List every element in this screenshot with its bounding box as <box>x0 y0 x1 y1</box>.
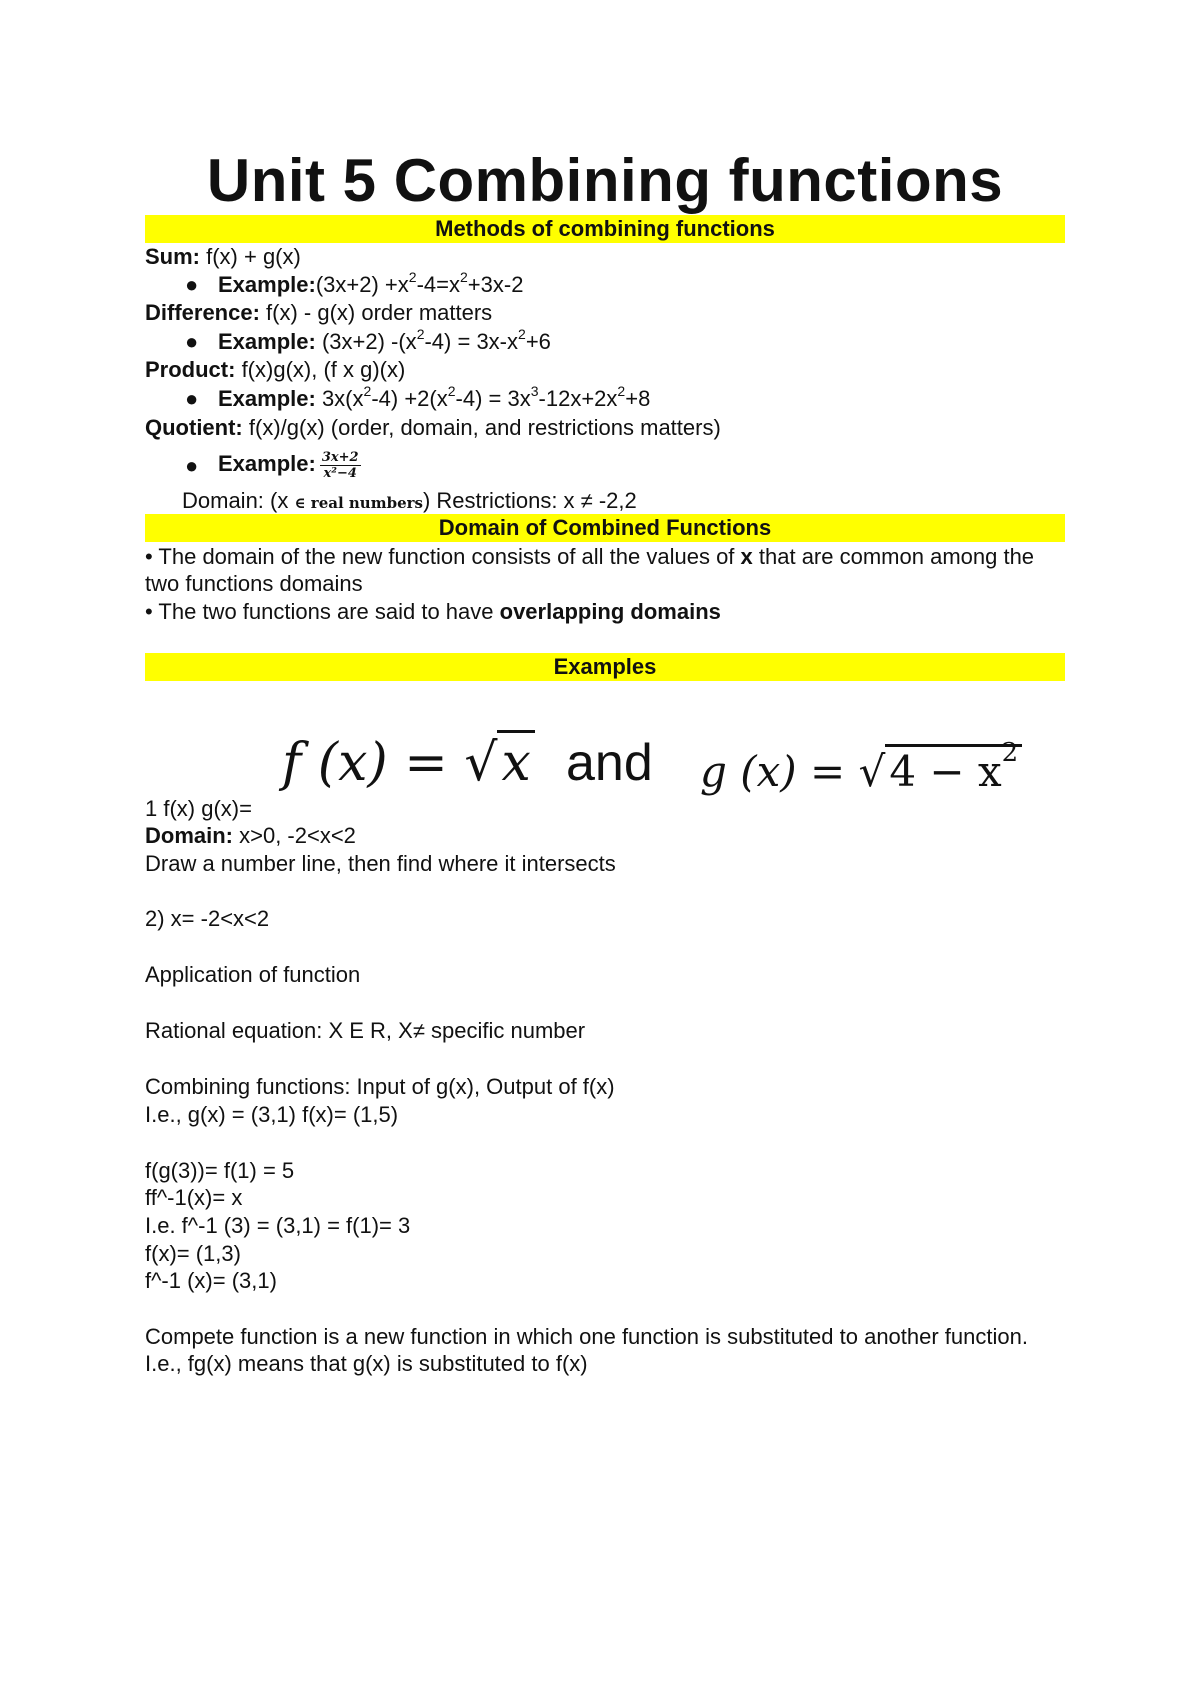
paragraph-emphasis: x <box>740 544 753 569</box>
formula-and: and <box>566 734 653 792</box>
sum-example-part: -4=x <box>416 272 460 297</box>
section-heading-examples: Examples <box>145 653 1065 681</box>
domain-prefix: Domain: (x <box>182 488 295 513</box>
exponent: 2 <box>518 325 526 342</box>
finv-line: f^-1 (x)= (3,1) <box>145 1268 277 1293</box>
fg3-line: f(g(3))= f(1) = 5 <box>145 1158 295 1183</box>
fx-line: f(x)= (1,3) <box>145 1241 241 1266</box>
paragraph-text: that are common among the two functions domains <box>145 544 1035 596</box>
combining-note: Combining functions: Input of g(x), Output of f(x) <box>145 1074 615 1099</box>
sqrt-icon: √ <box>858 747 886 796</box>
exponent: 2 <box>1001 738 1019 768</box>
formula-g <box>700 738 1022 802</box>
number-line-note: Draw a number line, then find where it intersects <box>145 851 616 876</box>
ie-line-1: I.e., g(x) = (3,1) f(x)= (1,5) <box>145 1102 399 1127</box>
sum-label: Sum: <box>145 244 200 269</box>
formula-g-radicand-text: 4 − x <box>889 747 1002 796</box>
bullet-icon: ● <box>185 329 199 354</box>
diff-example-part: +6 <box>525 329 551 354</box>
domain-paragraph-2 <box>145 598 1065 625</box>
sqrt-icon: √ <box>464 733 498 793</box>
bullet-icon: ● <box>185 272 199 297</box>
difference-line <box>145 299 492 327</box>
exponent: 2 <box>459 268 468 285</box>
ie-line-2: I.e. f^-1 (3) = (3,1) = f(1)= 3 <box>145 1213 411 1238</box>
domain-paragraph-1 <box>145 543 1065 597</box>
product-example-part: +8 <box>625 386 651 411</box>
difference-example <box>218 325 551 356</box>
quotient-fraction <box>320 450 361 481</box>
bullet-icon: ● <box>185 386 199 411</box>
example-1-domain <box>145 822 356 850</box>
quotient-example <box>218 442 361 486</box>
product-label: Product: <box>145 357 236 382</box>
sum-example <box>218 268 524 299</box>
diff-example-part: (3x+2) -(x <box>315 329 417 354</box>
example-1: 1 f(x) g(x)= <box>145 796 252 821</box>
example-2: 2) x= -2<x<2 <box>145 906 270 931</box>
sum-example-part: +3x-2 <box>467 272 524 297</box>
exponent: 2 <box>447 382 456 399</box>
quotient-domain <box>182 487 637 517</box>
ffinv-line: ff^-1(x)= x <box>145 1185 243 1210</box>
quotient-label: Quotient: <box>145 415 243 440</box>
example-label: Example: <box>218 386 316 411</box>
sum-example-part: (3x+2) +x <box>315 272 409 297</box>
formula-f-lhs: f (x) = <box>282 733 465 793</box>
example-label: Example: <box>218 272 316 297</box>
bullet-icon: ● <box>185 453 199 478</box>
product-text: f(x)g(x), (f x g)(x) <box>235 357 406 382</box>
formula-g-radicand <box>885 738 1022 796</box>
formula-f-radicand: x <box>497 730 534 793</box>
quotient-text: f(x)/g(x) (order, domain, and restrictions matters) <box>242 415 721 440</box>
sum-line <box>145 243 301 271</box>
exponent: 2 <box>363 382 372 399</box>
quotient-line <box>145 414 721 442</box>
product-example-part: 3x(x <box>315 386 364 411</box>
product-example <box>218 382 651 413</box>
compete-paragraph: Compete function is a new function in which one function is substituted to another function. I.e., fg(x) means that g(x) is substituted to f(x) <box>145 1324 1028 1376</box>
difference-text: f(x) - g(x) order matters <box>259 300 493 325</box>
example-label: Example: <box>218 329 316 354</box>
domain-label: Domain: <box>145 823 233 848</box>
fraction-numerator: 3x+2 <box>321 449 359 465</box>
difference-label: Difference: <box>145 300 260 325</box>
formula-f <box>282 728 535 798</box>
diff-example-part: -4) = 3x-x <box>424 329 519 354</box>
example-label: Example: <box>218 451 316 476</box>
paragraph-text: • The two functions are said to have <box>145 599 500 624</box>
domain-set: ∈ real numbers <box>294 494 423 512</box>
product-line <box>145 356 405 384</box>
product-example-part: -4) = 3x <box>455 386 531 411</box>
domain-restrictions: ) Restrictions: x ≠ -2,2 <box>422 488 637 513</box>
product-example-part: -4) +2(x <box>371 386 448 411</box>
section-heading-methods: Methods of combining functions <box>145 215 1065 243</box>
exponent: 2 <box>408 268 417 285</box>
formula-g-lhs: g (x) = <box>700 747 859 796</box>
page-title: Unit 5 Combining functions <box>206 147 1004 214</box>
rational-equation: Rational equation: X E R, X≠ specific number <box>145 1018 586 1043</box>
exponent: 2 <box>416 325 425 342</box>
exponent: 3 <box>530 382 539 399</box>
paragraph-emphasis: overlapping domains <box>499 599 721 624</box>
paragraph-text: • The domain of the new function consists of all the values of <box>145 544 741 569</box>
sum-text: f(x) + g(x) <box>200 244 301 269</box>
domain-text: x>0, -2<x<2 <box>233 823 356 848</box>
application-heading: Application of function <box>145 962 361 987</box>
exponent: 2 <box>617 382 626 399</box>
fraction-denominator: x²−4 <box>323 465 357 481</box>
section-heading-domain: Domain of Combined Functions <box>145 514 1065 542</box>
product-example-part: -12x+2x <box>538 386 618 411</box>
